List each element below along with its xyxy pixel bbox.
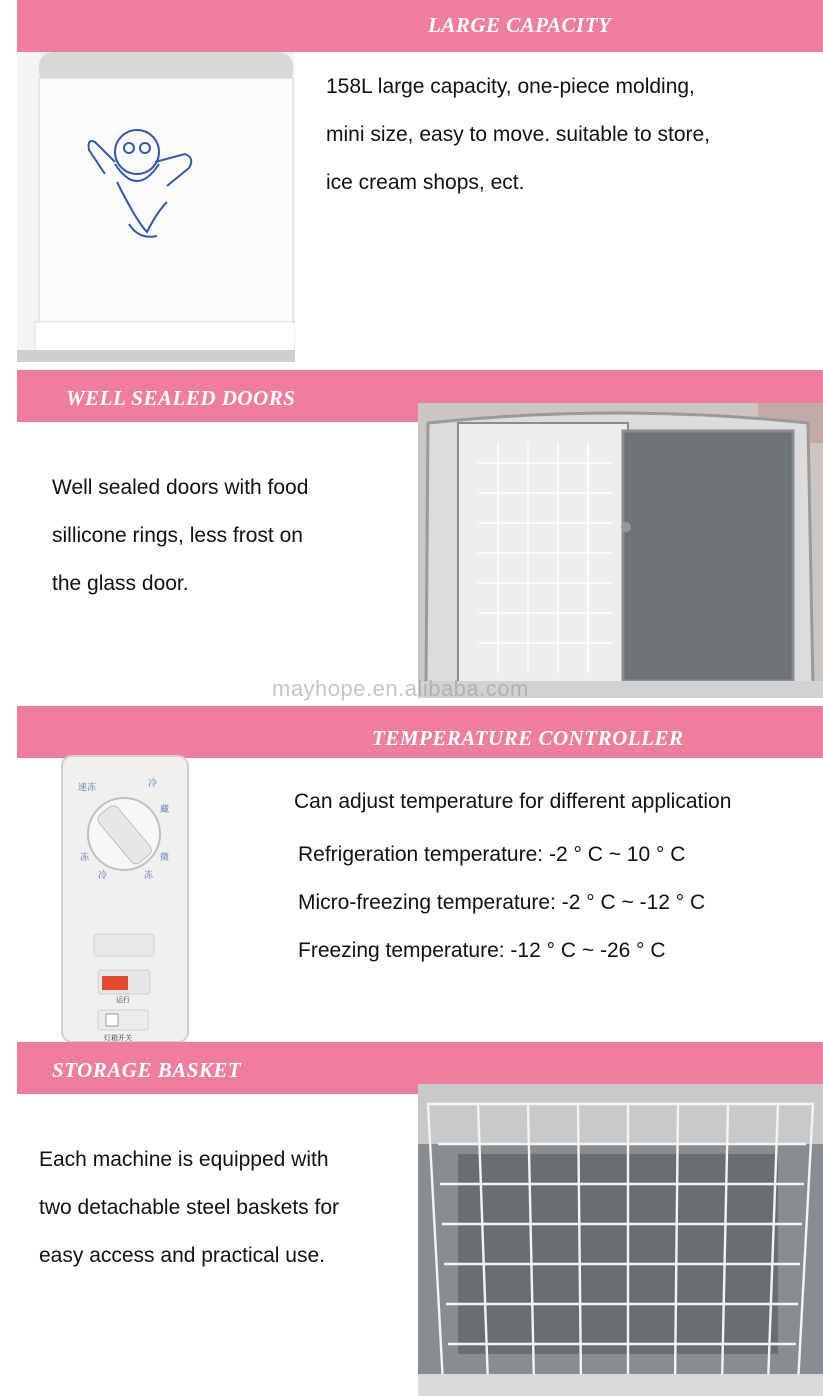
- dial-label-freeze-1: 冻: [144, 871, 154, 881]
- storage-basket-photo: [418, 1084, 823, 1396]
- storage-basket-line-1: Each machine is equipped with: [39, 1148, 329, 1171]
- well-sealed-doors-line-2: sillicone rings, less frost on: [52, 524, 303, 547]
- run-label: 运行: [116, 996, 130, 1004]
- well-sealed-doors-text: [52, 464, 308, 608]
- large-capacity-band: [17, 0, 823, 52]
- light-switch-label: 灯箱开关: [104, 1034, 132, 1042]
- large-capacity-title: LARGE CAPACITY: [428, 13, 612, 37]
- well-sealed-doors-line-1: Well sealed doors with food: [52, 476, 309, 499]
- large-capacity-line-2: mini size, easy to move. suitable to store,: [326, 123, 710, 146]
- dial-label-storage: 藏: [160, 805, 170, 815]
- well-sealed-doors-title: WELL SEALED DOORS: [66, 386, 296, 410]
- large-capacity-text: [326, 63, 710, 207]
- dial-label-micro: 微: [160, 853, 170, 863]
- temperature-controller-title: TEMPERATURE CONTROLLER: [372, 726, 684, 750]
- glass-door-photo: [418, 403, 823, 698]
- temperature-ranges-text: [298, 831, 705, 975]
- dial-label-quick-freeze: 速冻: [78, 783, 97, 793]
- well-sealed-doors-line-3: the glass door.: [52, 572, 189, 595]
- dial-label-freeze-2: 冻: [80, 853, 90, 863]
- storage-basket-line-2: two detachable steel baskets for: [39, 1196, 340, 1219]
- large-capacity-line-3: ice cream shops, ect.: [326, 171, 525, 194]
- storage-basket-text: [39, 1136, 339, 1280]
- storage-basket-title: STORAGE BASKET: [52, 1058, 242, 1082]
- micro-freezing-temperature: Micro-freezing temperature: -2 ° C ~ -12 ° C: [298, 891, 706, 914]
- refrigeration-temperature: Refrigeration temperature: -2 ° C ~ 10 ° C: [298, 843, 686, 866]
- dial-label-cold-2: 冷: [98, 871, 108, 881]
- temperature-panel-photo: [60, 754, 192, 1046]
- storage-basket-line-3: easy access and practical use.: [39, 1244, 325, 1267]
- freezing-temperature: Freezing temperature: -12 ° C ~ -26 ° C: [298, 939, 666, 962]
- large-capacity-line-1: 158L large capacity, one-piece molding,: [326, 75, 695, 98]
- watermark-text: mayhope.en.alibaba.com: [272, 676, 529, 701]
- freezer-front-photo: [17, 52, 295, 362]
- temperature-intro-text: Can adjust temperature for different application: [294, 790, 732, 813]
- dial-label-cold-1: 冷: [148, 779, 158, 789]
